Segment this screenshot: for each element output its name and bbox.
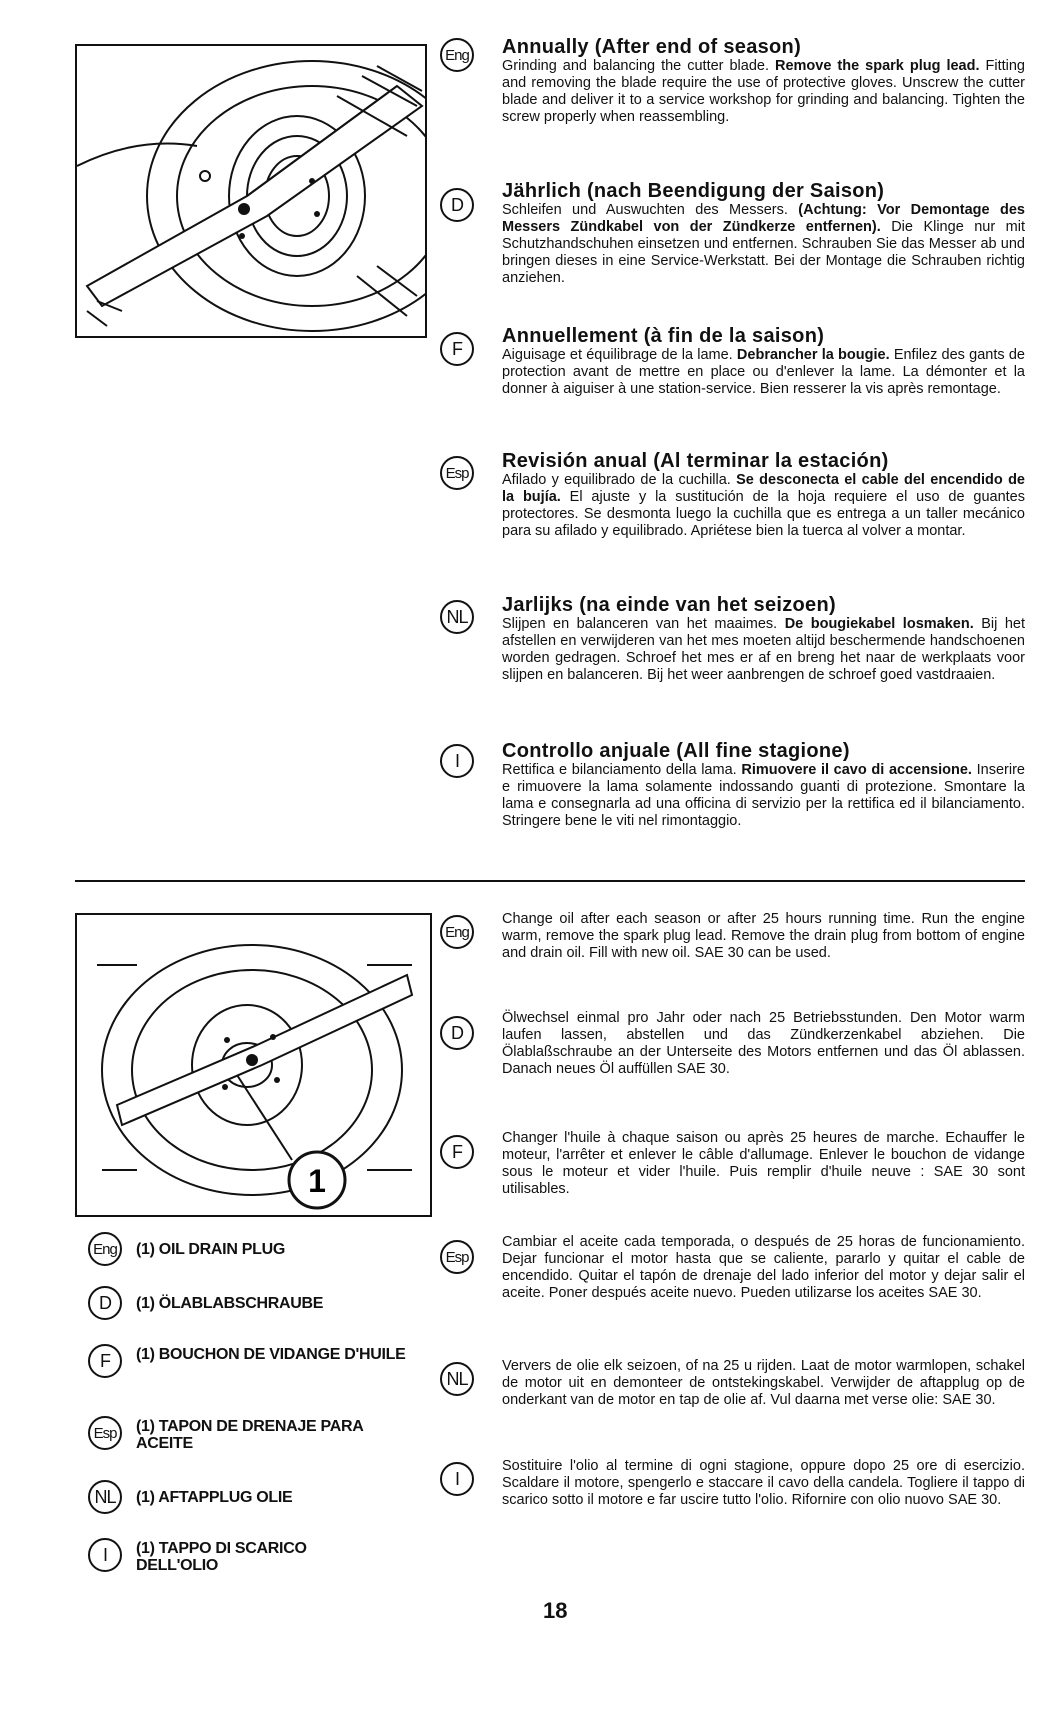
page-number: 18 [543,1598,568,1623]
lang-badge-f: F [440,1135,474,1169]
section-title: Annually (After end of season) [502,36,802,58]
section-f-annual [502,325,1025,398]
lang-badge-eng: Eng [440,915,474,949]
lang-badge-i: I [440,744,474,778]
lang-badge-esp: Esp [440,456,474,490]
section-esp-oil [502,1234,1025,1302]
callout-number: 1 [308,1163,326,1199]
lang-badge-i: I [440,1462,474,1496]
section-text: Change oil after each season or after 25 hours running time. Run the engine warm, remove the spark plug lead. Remove the drain plug from bottom of engine and drain oil. Fill with new oil. SAE 30 can be used. [502,911,1025,961]
section-d-annual [502,180,1025,287]
lang-badge-esp: Esp [440,1240,474,1274]
blade-illustration [75,44,427,338]
caption-nl: (1) AFTAPPLUG OLIE [136,1489,293,1506]
section-esp-annual [502,450,1025,540]
section-title: Jarlijks (na einde van het seizoen) [502,594,836,616]
section-text: Ververs de olie elk seizoen, of na 25 u rijden. Laat de motor warmlopen, schakel de motor uit en demonteer de ontstekingskabel. Verwijder de aftapplug op de onderkant van de motor en tap de olie af. Vul daarna met verse olie: SAE 30. [502,1358,1025,1408]
section-eng-annual [502,36,1025,126]
lang-badge-d: D [88,1286,122,1320]
caption-esp: (1) TAPON DE DRENAJE PARA ACEITE [136,1418,363,1452]
section-nl-oil [502,1358,1025,1409]
section-text: Grinding and balancing the cutter blade. Remove the spark plug lead. Fitting and removing the blade require the use of protective gloves. Unscrew the cutter blade and deliver it to a service workshop for grinding and balancing. Tighten the screw properly when reassembling. [502,58,1025,125]
section-text: Slijpen en balanceren van het maaimes. De bougiekabel losmaken. Bij het afstellen en verwijderen van het mes moeten altijd beschermende handschoenen worden gedragen. Schroef het mes er af en breng het naar de werkplaats voor slijpen en balanceren. Bij het weer aanbrengen de schroef goed vastdraaien. [502,616,1025,683]
section-f-oil [502,1130,1025,1198]
section-title: Jährlich (nach Beendigung der Saison) [502,180,885,202]
lang-badge-nl: NL [440,600,474,634]
caption-i: (1) TAPPO DI SCARICO DELL'OLIO [136,1540,307,1574]
section-title: Controllo anjuale (All fine stagione) [502,740,850,762]
lang-badge-eng: Eng [440,38,474,72]
section-title: Annuellement (à fin de la saison) [502,325,825,347]
blade-drawing [77,46,425,336]
lang-badge-d: D [440,188,474,222]
lang-badge-esp: Esp [88,1416,122,1450]
section-text: Afilado y equilibrado de la cuchilla. Se desconecta el cable del encendido de la bujía. El ajuste y la sustitución de la hoja requiere el uso de guantes protectores. Se desmonta luego la cuchilla que es entrega a un taller mecánico para su afilado y equilibrado. Apriétese bien la tuerca al volver a montar. [502,472,1025,539]
section-i-oil [502,1458,1025,1509]
section-text: Changer l'huile à chaque saison ou après 25 heures de marche. Echauffer le moteur, l'arrêter et enlever le câble d'allumage. Enlever le bouchon de vidange sous le moteur et vider l'huile. Puis remplir d'huile neuve : SAE 30 sont utilisables. [502,1130,1025,1197]
section-text: Aiguisage et équilibrage de la lame. Debrancher la bougie. Enfilez des gants de protection avant de mettre en place ou d'enlever la lame. La démonter et la donner à aiguiser à une station-service. Bien resserer la vis après remontage. [502,347,1025,397]
section-title: Revisión anual (Al terminar la estación) [502,450,889,472]
caption-eng: (1) OIL DRAIN PLUG [136,1241,285,1258]
section-i-annual [502,740,1025,830]
section-nl-annual [502,594,1025,684]
section-text: Sostituire l'olio al termine di ogni stagione, oppure dopo 25 ore di esercizio. Scaldare il motore, spengerlo e staccare il cavo della candela. Togliere il tappo di scarico sotto il motore e far uscire tutto l'olio. Rifornire con olio nuovo SAE 30. [502,1458,1025,1508]
lang-badge-nl: NL [88,1480,122,1514]
section-text: Cambiar el aceite cada temporada, o después de 25 horas de funcionamiento. Dejar funcionar el motor hasta que se caliente, pararlo y quitar el cable de encendido. Quitar el tapón de drenaje del lado inferior del motor y dejar salir el aceite. Poner después aceite nuevo. Pueden utilizarse los aceites SAE 30. [502,1234,1025,1301]
drain-plug-drawing [77,915,430,1215]
lang-badge-i: I [88,1538,122,1572]
lang-badge-d: D [440,1016,474,1050]
lang-badge-f: F [440,332,474,366]
caption-f: (1) BOUCHON DE VIDANGE D'HUILE [136,1346,406,1363]
lang-badge-f: F [88,1344,122,1378]
lang-badge-nl: NL [440,1362,474,1396]
caption-d: (1) ÖLABLABSCHRAUBE [136,1295,324,1312]
section-eng-oil [502,911,1025,962]
section-divider [75,880,1025,882]
section-text: Rettifica e bilanciamento della lama. Rimuovere il cavo di accensione. Inserire e rimuovere la lama solamente indossando guanti di protezione. Smontare la lama e consegnarla ad una officina di servizio per la rettifica ed il bilanciamento. Stringere bene le viti nel rimontaggio. [502,762,1025,829]
drain-plug-illustration [75,913,432,1217]
lang-badge-eng: Eng [88,1232,122,1266]
section-text: Schleifen und Auswuchten des Messers. (Achtung: Vor Demontage des Messers Zündkabel von der Zündkerze entfernen). Die Klinge nur mit Schutzhandschuhen einsetzen und entfernen. Schrauben Sie das Messer ab und bringen dieses in eine Service-Werkstatt. Bei der Montage die Schrauben richtig anziehen. [502,202,1025,286]
section-text: Ölwechsel einmal pro Jahr oder nach 25 Betriebsstunden. Den Motor warm laufen lassen, abstellen und das Zündkerzenkabel abziehen. Die Ölablaßschraube an der Unterseite des Motors entfernen und das Öl ablassen. Danach neues Öl auffüllen SAE 30. [502,1010,1025,1077]
section-d-oil [502,1010,1025,1078]
